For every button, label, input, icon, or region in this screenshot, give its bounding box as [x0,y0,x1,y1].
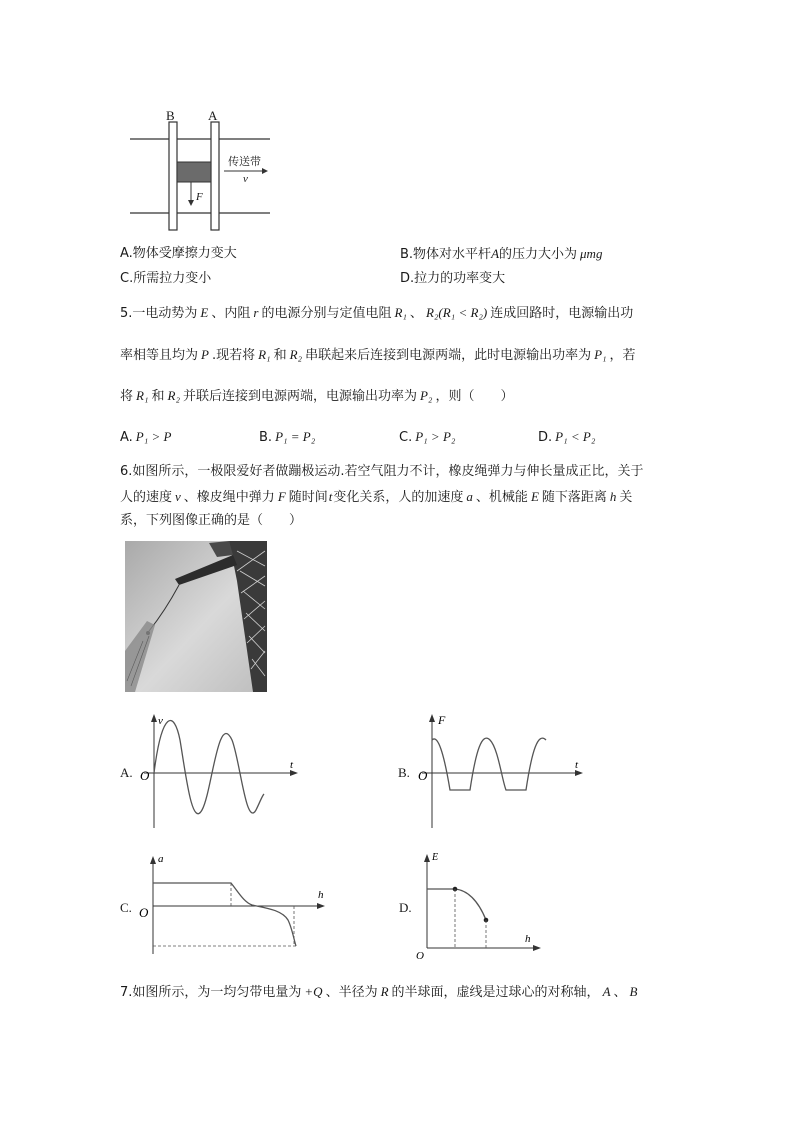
q4-option-a: A.物体受摩擦力变大 [120,246,237,261]
q5-l1-t3: 的电源分别与定值电阻 [261,306,392,321]
q5-option-a-prefix: A. [120,430,133,445]
q6-l2-m1: v [175,489,181,504]
q5-l2-t4: 串联起来后连接到电源两端，此时电源输出功率为 [305,348,592,363]
q6-l2-m3: t [328,489,333,504]
rod-a-label: A [208,108,218,123]
q6-l2-t2: 、橡皮绳中弹力 [183,490,275,505]
q5-l3-t2: 和 [151,389,165,404]
q7-m2: R [380,984,389,999]
graph-c [136,850,336,960]
bungee-photo [125,541,267,692]
graph-b [414,710,589,835]
q5-option-c-expr: P₁ > P₂ [415,429,456,444]
graph-a [136,710,306,835]
q5-l2-t3: 和 [273,348,287,363]
q5-l1-t5: 连成回路时，电源输出功 [490,306,634,321]
graph-c-x-label: h [318,889,324,901]
graph-a-curve [154,721,264,814]
q5-l2-t5: ，若 [609,348,636,363]
q5-option-d-prefix: D. [538,430,553,445]
graph-a-x-label: t [290,759,294,771]
rod-b-label: B [166,108,175,123]
graph-d-origin: O [416,950,424,962]
q4-option-b [400,245,602,264]
q7-t3: 的半球面，虚线是过球心的对称轴， [391,985,600,1000]
q7-m1: +Q [304,984,323,999]
q5-l2-t2: .现若将 [211,348,256,363]
q6-line-1: 6.如图所示，一极限爱好者做蹦极运动.若空气阻力不计，橡皮绳弹力与伸长量成正比，关于 [120,464,644,479]
q4-option-b-var: A [491,246,500,261]
q6-l2-t7: 关 [619,490,633,505]
graph-a-origin: O [140,768,150,783]
q7-t1: 7.如图所示，为一均匀带电量为 [120,985,302,1000]
q5-option-d [538,428,595,447]
q6-l2-t5: 、机械能 [475,490,528,505]
conveyor-belt-figure [120,104,280,234]
velocity-label: v [243,173,248,185]
q5-l3-t1: 将 [120,389,134,404]
q4-option-d: D.拉力的功率变大 [400,271,506,286]
graph-c-origin: O [139,905,149,920]
q6-l2-t6: 随下落距离 [541,490,607,505]
graph-a-option: A. [120,765,133,780]
q5-l3-t4: ，则（ ） [435,389,514,404]
graph-b-curve [432,738,546,790]
graph-b-x-label: t [575,759,579,771]
q6-l2-t4: 变化关系，人的加速度 [333,490,464,505]
q7-m3: A [602,984,611,999]
q5-l1-m1: E [200,305,209,320]
q6-l2-t3: 随时间 [288,490,328,505]
graph-d-x-label: h [525,933,531,945]
q5-l3-t3: 并联后连接到电源两端，电源输出功率为 [182,389,417,404]
graph-d-y-label: E [432,852,439,863]
graph-a-y-label: v [158,715,163,727]
q6-l2-m2: F [277,489,286,504]
belt-label: 传送带 [228,155,261,168]
graph-b-option: B. [398,765,410,780]
q5-option-c-prefix: C. [399,430,413,445]
q5-l2-m1: P [201,347,209,362]
q6-l2-t1: 人的速度 [120,490,173,505]
q6-l2-m5: E [530,489,539,504]
q5-l2-m4: P₁ [594,347,607,362]
q5-l2-m2: R₁ [258,347,271,362]
q5-l3-m3: P₂ [419,388,433,403]
q5-option-b-expr: P₁ = P₂ [275,429,316,444]
q6-l2-m6: h [609,489,617,504]
graph-b-origin: O [418,768,428,783]
graph-c-option: C. [120,900,132,915]
q5-l3-m2: R₂ [167,388,180,403]
q7-m4: B [629,984,638,999]
q5-option-c [399,428,455,447]
q5-l1-t4: 、 [409,306,423,321]
q5-option-a-expr: P₁ > P [135,429,172,444]
q5-l1-t2: 、内阻 [211,306,251,321]
q5-l1-m4: R₂(R₁ < R₂) [425,305,488,320]
graph-c-y-label: a [158,853,164,865]
q4-option-b-expr: μmg [580,246,603,261]
q5-l1-t1: 5.一电动势为 [120,306,198,321]
q6-l2-m4: a [466,489,473,504]
q4-option-b-mid: 的压力大小为 [499,247,578,262]
q5-option-b [259,428,315,447]
q5-l2-t1: 率相等且均为 [120,348,199,363]
graph-d-option: D. [399,900,412,915]
q4-option-c: C.所需拉力变小 [120,271,212,286]
q7-t4: 、 [613,985,627,1000]
q7-line-1 [120,983,640,1002]
q5-line-3 [120,387,513,406]
q5-l3-m1: R₁ [136,388,149,403]
graph-c-curve [153,883,296,946]
q5-option-a [120,428,171,447]
graph-d [412,848,552,963]
q4-option-b-text: B.物体对水平杆 [400,247,492,262]
q5-option-b-prefix: B. [259,430,273,445]
q7-t2: 、半径为 [325,985,378,1000]
q5-line-2 [120,346,636,365]
graph-d-curve [427,889,486,920]
q5-option-d-expr: P₁ < P₂ [555,429,596,444]
force-label: F [196,191,203,203]
q5-line-1 [120,304,633,323]
q6-line-2 [120,488,632,507]
q5-l2-m3: R₂ [289,347,303,362]
q6-line-3: 系，下列图像正确的是（ ） [120,513,303,528]
graph-b-y-label: F [438,713,446,727]
q5-l1-m2: r [253,305,259,320]
q5-l1-m3: R₁ [394,305,407,320]
